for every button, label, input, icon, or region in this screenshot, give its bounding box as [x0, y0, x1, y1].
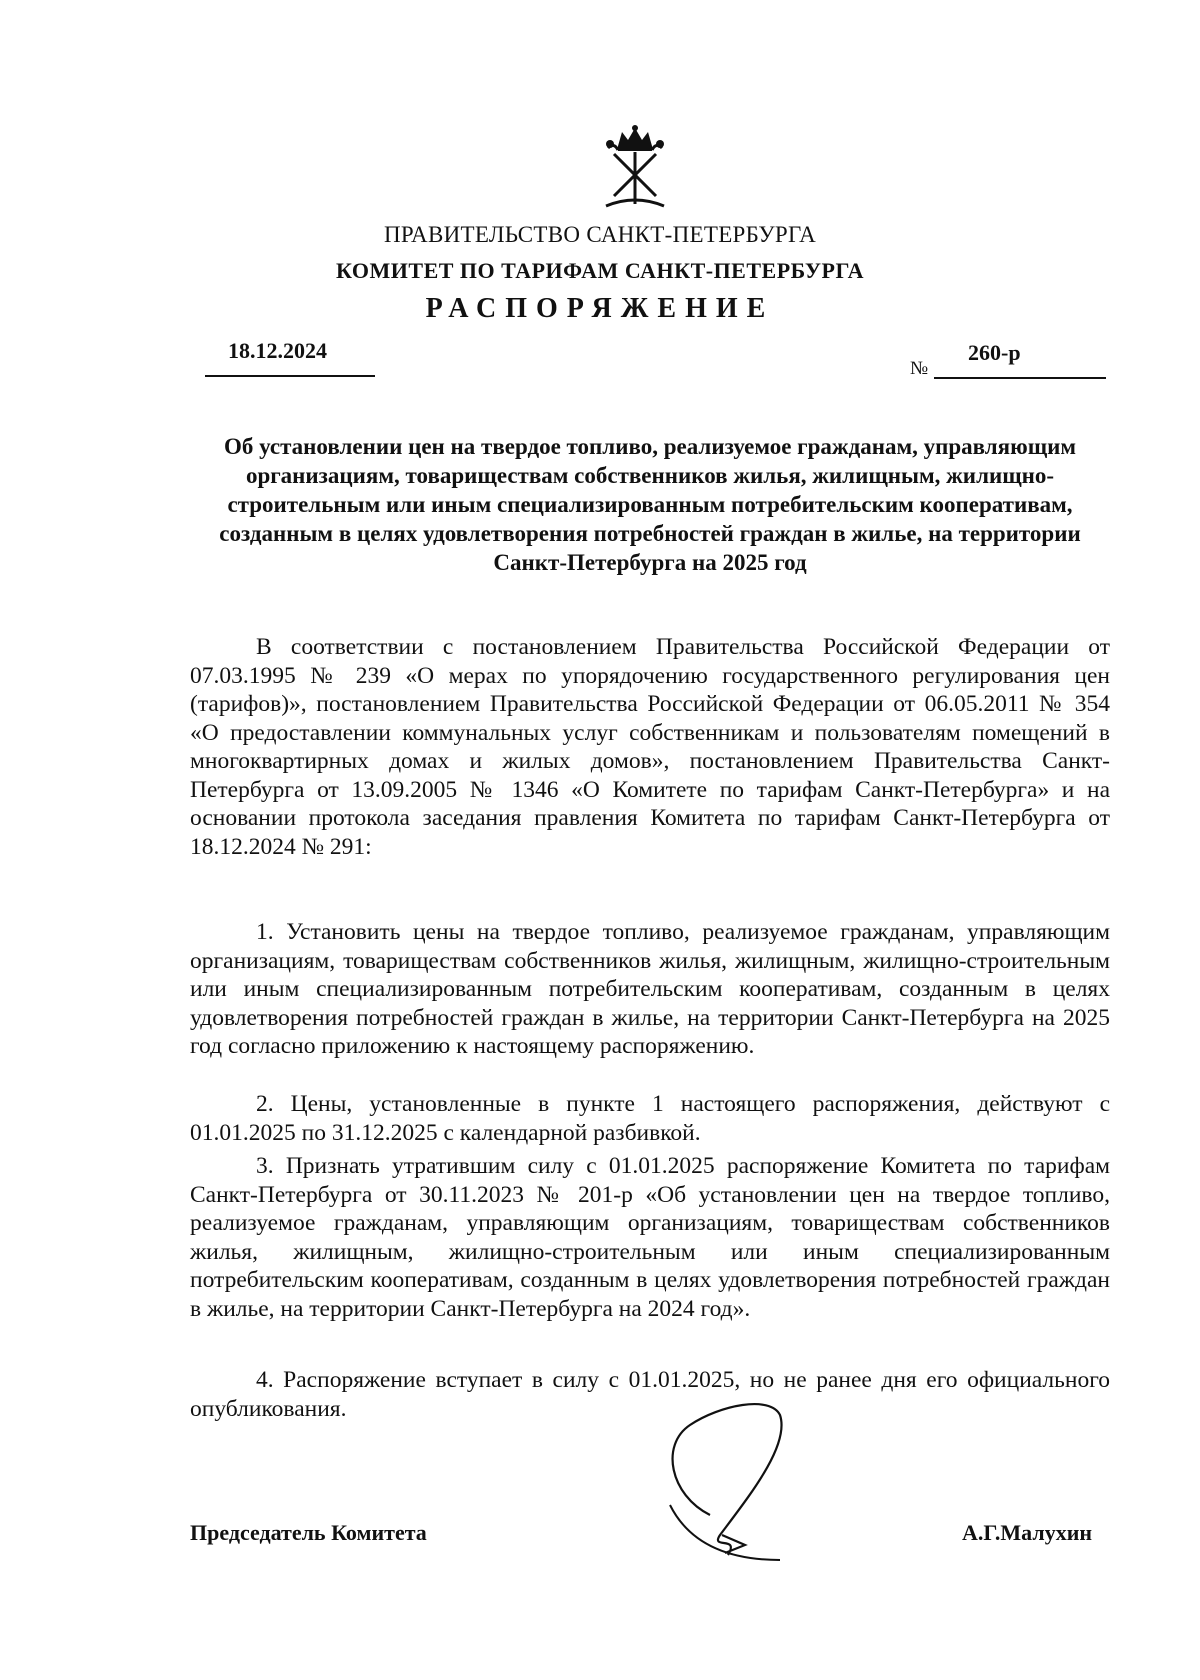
committee-name: КОМИТЕТ ПО ТАРИФАМ САНКТ-ПЕТЕРБУРГА	[336, 258, 864, 283]
handwritten-signature	[650, 1385, 820, 1565]
document-title: Об установлении цен на твердое топливо, реализуемое гражданам, управляющим организациям, товариществам собственников жилья, жилищным, жилищно-строительным или иным специализированным потребительским кооперативам, созданным в целях удовлетворения потребностей граждан в жилье, на территории Санкт-Петербурга на 2025 год	[219, 434, 1081, 575]
item-3-paragraph: 3. Признать утратившим силу с 01.01.2025 распоряжение Комитета по тарифам Санкт-Петербурга от 30.11.2023 № 201-р «Об установлении цен на твердое топливо, реализуемое гражданам, управляющим организациям, товариществам собственников жилья, жилищным, жилищно-строительным или иным специализированным потребительским кооперативам, созданным в целях удовлетворения потребностей граждан в жилье, на территории Санкт-Петербурга на 2024 год».	[190, 1153, 1110, 1322]
number-underline	[934, 377, 1106, 379]
signatory-name: А.Г.Малухин	[962, 1520, 1093, 1545]
coat-of-arms-icon	[600, 124, 670, 214]
item-2-paragraph: 2. Цены, установленные в пункте 1 настоящего распоряжения, действуют с 01.01.2025 по 31.12.2025 с календарной разбивкой.	[190, 1091, 1110, 1146]
government-name: ПРАВИТЕЛЬСТВО САНКТ-ПЕТЕРБУРГА	[383, 222, 817, 247]
signatory-position: Председатель Комитета	[190, 1520, 427, 1545]
date-underline	[205, 375, 375, 377]
number-sign: №	[910, 358, 929, 379]
preamble-paragraph: В соответствии с постановлением Правительства Российской Федерации от 07.03.1995 № 239 «О мерах по упорядочению государственного регулирования цен (тарифов)», постановлением Правительства Российской Федерации от 06.05.2011 № 354 «О предоставлении коммунальных услуг собственникам и пользователям помещений в многоквартирных домах и жилых домов», постановлением Правительства Санкт-Петербурга от 13.09.2005 № 1346 «О Комитете по тарифам Санкт-Петербурга» и на основании протокола заседания правления Комитета по тарифам Санкт-Петербурга от 18.12.2024 № 291:	[190, 634, 1110, 860]
item-4-paragraph: 4. Распоряжение вступает в силу с 01.01.2025, но не ранее дня его официального опубликования.	[190, 1367, 1110, 1422]
document-date: 18.12.2024	[228, 338, 327, 363]
document-type: РАСПОРЯЖЕНИЕ	[425, 293, 775, 324]
document-number: 260-р	[968, 340, 1021, 365]
item-1-paragraph: 1. Установить цены на твердое топливо, реализуемое гражданам, управляющим организациям, товариществам собственников жилья, жилищным, жилищно-строительным или иным специализированным потребительским кооперативам, созданным в целях удовлетворения потребностей граждан в жилье, на территории Санкт-Петербурга на 2025 год согласно приложению к настоящему распоряжению.	[190, 919, 1110, 1059]
